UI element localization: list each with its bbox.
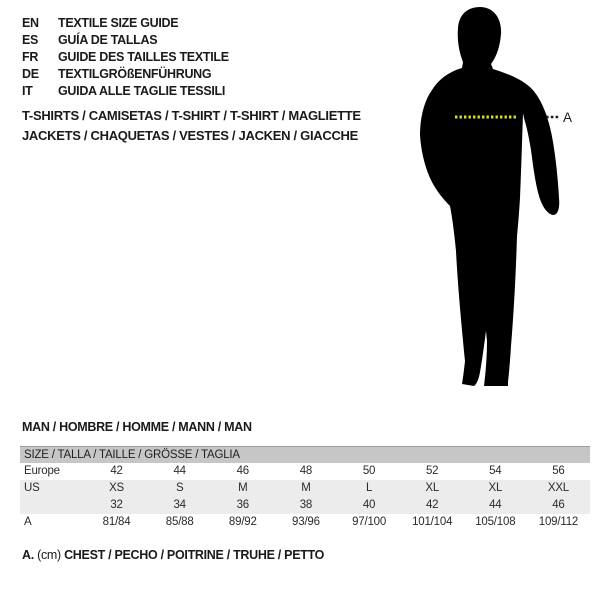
row-label: US (24, 482, 40, 494)
table-row-europe (20, 463, 590, 480)
footnote-labels: CHEST / PECHO / POITRINE / TRUHE / PETTO (64, 548, 325, 562)
size-table (20, 446, 590, 531)
size-table-header: SIZE / TALLA / TAILLE / GRÖSSE / TAGLIA (20, 446, 590, 463)
table-cell: 48 (299, 465, 313, 477)
language-row-en (22, 15, 229, 32)
table-cell: 97/100 (352, 516, 387, 528)
chest-measure-label-a: A (563, 110, 573, 125)
table-cell: 36 (236, 499, 250, 511)
section-title-man: MAN / HOMBRE / HOMME / MANN / MAN (22, 420, 252, 434)
table-cell: XS (109, 482, 125, 494)
table-cell: M (238, 482, 248, 494)
table-cell: 42 (425, 499, 439, 511)
table-cell: 50 (362, 465, 376, 477)
table-cell: XL (425, 482, 440, 494)
man-silhouette-svg (400, 0, 600, 392)
table-cell: 44 (489, 499, 502, 511)
table-cell: 38 (299, 499, 313, 511)
table-cell: 93/96 (292, 516, 320, 528)
table-cell: 85/88 (165, 516, 194, 528)
language-code: DE (22, 67, 39, 81)
table-cell: XL (488, 482, 503, 494)
footnote-measure-letter: A. (22, 548, 34, 562)
language-row-it (22, 83, 229, 100)
language-guide-list (22, 15, 229, 100)
table-row-us-numeric (20, 497, 590, 514)
table-cell: 105/108 (475, 516, 516, 528)
table-cell: 109/112 (538, 516, 579, 528)
table-cell: XXL (547, 482, 569, 494)
table-cell: 54 (489, 465, 502, 477)
row-label: Europe (24, 465, 60, 477)
table-cell: S (175, 482, 184, 494)
language-label: GUIDA ALLE TAGLIE TESSILI (58, 84, 226, 98)
row-label: A (24, 516, 32, 528)
language-code: EN (22, 16, 39, 30)
table-cell: 56 (552, 465, 565, 477)
table-cell: 34 (173, 499, 186, 511)
language-label: TEXTILGRÖßENFÜHRUNG (58, 67, 212, 81)
table-cell: 46 (552, 499, 565, 511)
language-code: FR (22, 50, 39, 64)
language-row-de (22, 66, 229, 83)
table-cell: 32 (110, 499, 123, 511)
garment-categories (22, 106, 361, 146)
table-cell: 40 (362, 499, 376, 511)
language-row-es (22, 32, 229, 49)
table-cell: 42 (110, 465, 123, 477)
footnote-unit: (cm) (37, 548, 61, 562)
language-label: TEXTILE SIZE GUIDE (58, 16, 179, 30)
language-code: ES (22, 33, 39, 47)
man-silhouette-figure (400, 0, 600, 392)
language-row-fr (22, 49, 229, 66)
table-row-us (20, 480, 590, 497)
categories-jackets-line: JACKETS / CHAQUETAS / VESTES / JACKEN / GIACCHE (22, 128, 358, 143)
table-cell: 52 (425, 465, 439, 477)
table-cell: L (365, 482, 373, 494)
measurement-footnote (22, 548, 324, 562)
table-cell: 81/84 (102, 516, 131, 528)
table-cell: 89/92 (228, 516, 257, 528)
table-row-chest-a (20, 514, 590, 531)
table-cell: 46 (236, 465, 250, 477)
language-label: GUÍA DE TALLAS (58, 33, 158, 47)
language-label: GUIDE DES TAILLES TEXTILE (58, 50, 229, 64)
categories-tshirts-line: T-SHIRTS / CAMISETAS / T-SHIRT / T-SHIRT / MAGLIETTE (22, 108, 361, 123)
table-cell: 101/104 (412, 516, 453, 528)
table-cell: M (301, 482, 311, 494)
man-silhouette-shape (420, 7, 559, 386)
language-code: IT (22, 84, 33, 98)
table-cell: 44 (173, 465, 186, 477)
row-label (20, 497, 85, 514)
